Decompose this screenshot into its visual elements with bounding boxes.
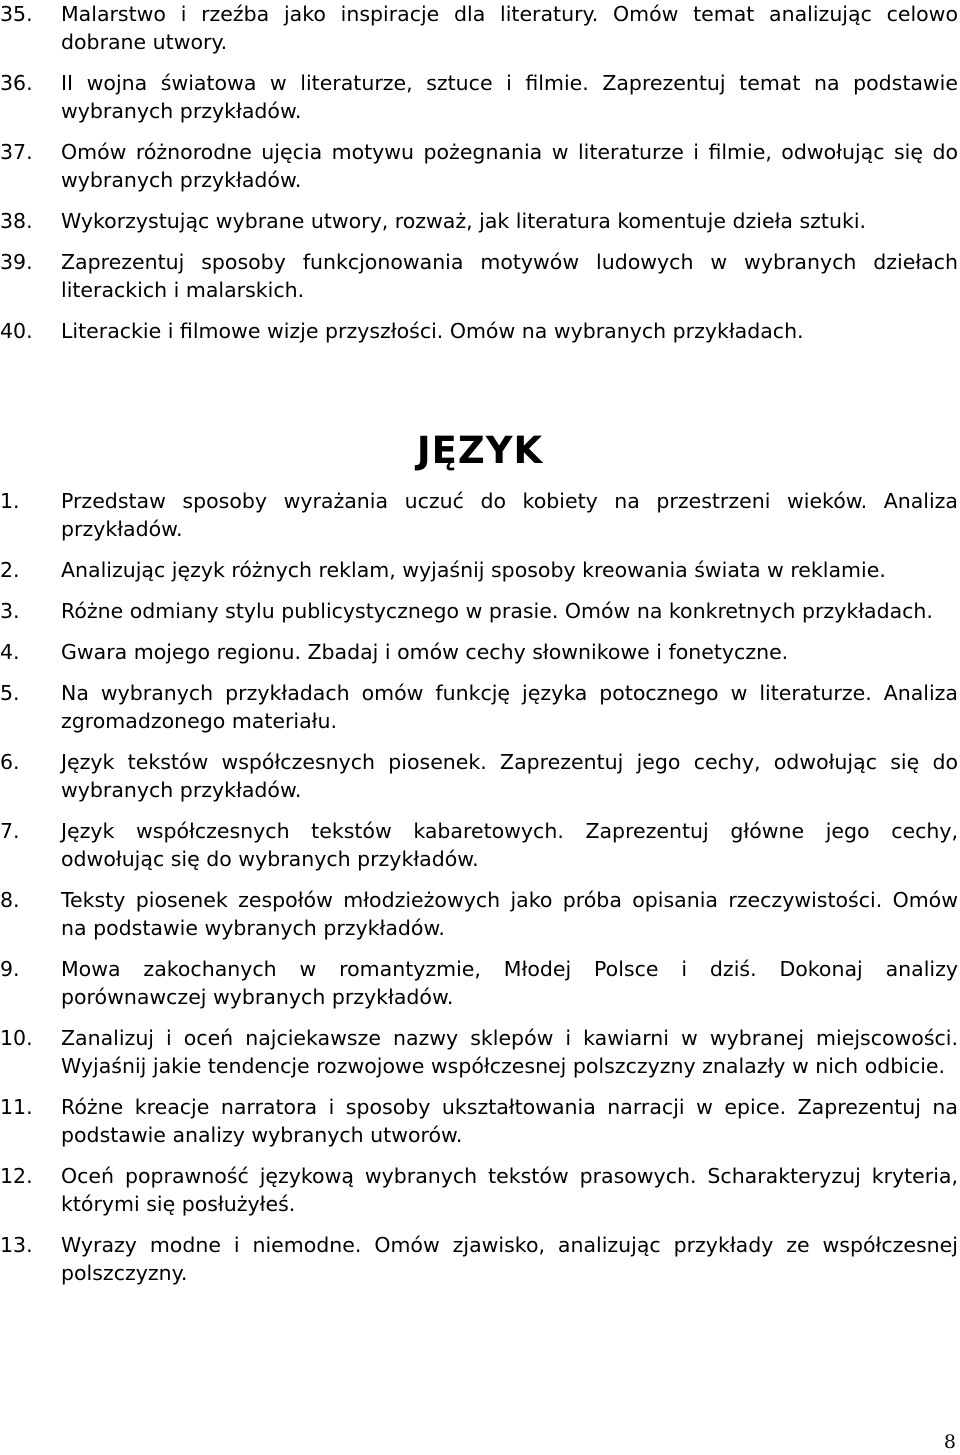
item-text: Zanalizuj i oceń najciekawsze nazwy sklepów i kawiarni w wybranej miejscowości. Wyjaśnij jakie tendencje rozwojowe współczesnej polszczyzny znalazły w nich odbicie. <box>61 1026 958 1078</box>
item-text: Analizując język różnych reklam, wyjaśnij sposoby kreowania świata w reklamie. <box>61 558 886 582</box>
list-item <box>0 207 958 235</box>
list-item <box>0 317 958 345</box>
item-number: 7. <box>0 819 20 843</box>
page-number: 8 <box>943 1431 956 1453</box>
list-item <box>0 487 958 543</box>
item-number: 40. <box>0 319 33 343</box>
item-number: 3. <box>0 599 20 623</box>
list-item <box>0 69 958 125</box>
item-number: 13. <box>0 1233 33 1257</box>
topic-list-literature <box>0 0 958 358</box>
list-item <box>0 248 958 304</box>
item-number: 9. <box>0 957 20 981</box>
item-text: Różne odmiany stylu publicystycznego w prasie. Omów na konkretnych przykładach. <box>61 599 933 623</box>
item-number: 5. <box>0 681 20 705</box>
list-item <box>0 597 958 625</box>
list-item <box>0 817 958 873</box>
item-number: 10. <box>0 1026 33 1050</box>
item-number: 2. <box>0 558 20 582</box>
list-item <box>0 955 958 1011</box>
item-text: Wykorzystując wybrane utwory, rozważ, jak literatura komentuje dzieła sztuki. <box>61 209 867 233</box>
item-number: 37. <box>0 140 33 164</box>
item-number: 4. <box>0 640 20 664</box>
item-text: Mowa zakochanych w romantyzmie, Młodej Polsce i dziś. Dokonaj analizy porównawczej wybranych przykładów. <box>61 957 958 1009</box>
item-number: 39. <box>0 250 33 274</box>
list-item <box>0 1024 958 1080</box>
item-text: Malarstwo i rzeźba jako inspiracje dla literatury. Omów temat analizując celowo dobrane utwory. <box>61 2 958 54</box>
list-item <box>0 138 958 194</box>
item-text: Na wybranych przykładach omów funkcję języka potocznego w literaturze. Analiza zgromadzonego materiału. <box>61 681 958 733</box>
list-item <box>0 1162 958 1218</box>
item-text: Literackie i filmowe wizje przyszłości. Omów na wybranych przykładach. <box>61 319 804 343</box>
list-item <box>0 1093 958 1149</box>
item-number: 8. <box>0 888 20 912</box>
list-item <box>0 748 958 804</box>
item-text: Język współczesnych tekstów kabaretowych. Zaprezentuj główne jego cechy, odwołując się do wybranych przykładów. <box>61 819 958 871</box>
item-number: 1. <box>0 489 20 513</box>
item-text: Wyrazy modne i niemodne. Omów zjawisko, analizując przykłady ze współczesnej polszczyzny. <box>61 1233 958 1285</box>
item-text: Gwara mojego regionu. Zbadaj i omów cechy słownikowe i fonetyczne. <box>61 640 789 664</box>
topic-list-language <box>0 487 958 1300</box>
item-text: II wojna światowa w literaturze, sztuce i filmie. Zaprezentuj temat na podstawie wybranych przykładów. <box>61 71 958 123</box>
item-text: Zaprezentuj sposoby funkcjonowania motywów ludowych w wybranych dziełach literackich i malarskich. <box>61 250 958 302</box>
list-item <box>0 556 958 584</box>
item-number: 38. <box>0 209 33 233</box>
list-item <box>0 1231 958 1287</box>
item-text: Omów różnorodne ujęcia motywu pożegnania w literaturze i filmie, odwołując się do wybranych przykładów. <box>61 140 958 192</box>
item-number: 35. <box>0 2 33 26</box>
item-number: 11. <box>0 1095 33 1119</box>
list-item <box>0 679 958 735</box>
item-text: Teksty piosenek zespołów młodzieżowych jako próba opisania rzeczywistości. Omów na podstawie wybranych przykładów. <box>61 888 958 940</box>
item-text: Przedstaw sposoby wyrażania uczuć do kobiety na przestrzeni wieków. Analiza przykładów. <box>61 489 958 541</box>
item-text: Oceń poprawność językową wybranych tekstów prasowych. Scharakteryzuj kryteria, którymi się posłużyłeś. <box>61 1164 958 1216</box>
item-text: Różne kreacje narratora i sposoby ukształtowania narracji w epice. Zaprezentuj na podstawie analizy wybranych utworów. <box>61 1095 958 1147</box>
item-number: 36. <box>0 71 33 95</box>
list-item <box>0 638 958 666</box>
section-heading: JĘZYK <box>416 429 544 472</box>
list-item <box>0 886 958 942</box>
list-item <box>0 0 958 56</box>
item-text: Język tekstów współczesnych piosenek. Zaprezentuj jego cechy, odwołując się do wybranych przykładów. <box>61 750 958 802</box>
item-number: 6. <box>0 750 20 774</box>
item-number: 12. <box>0 1164 33 1188</box>
